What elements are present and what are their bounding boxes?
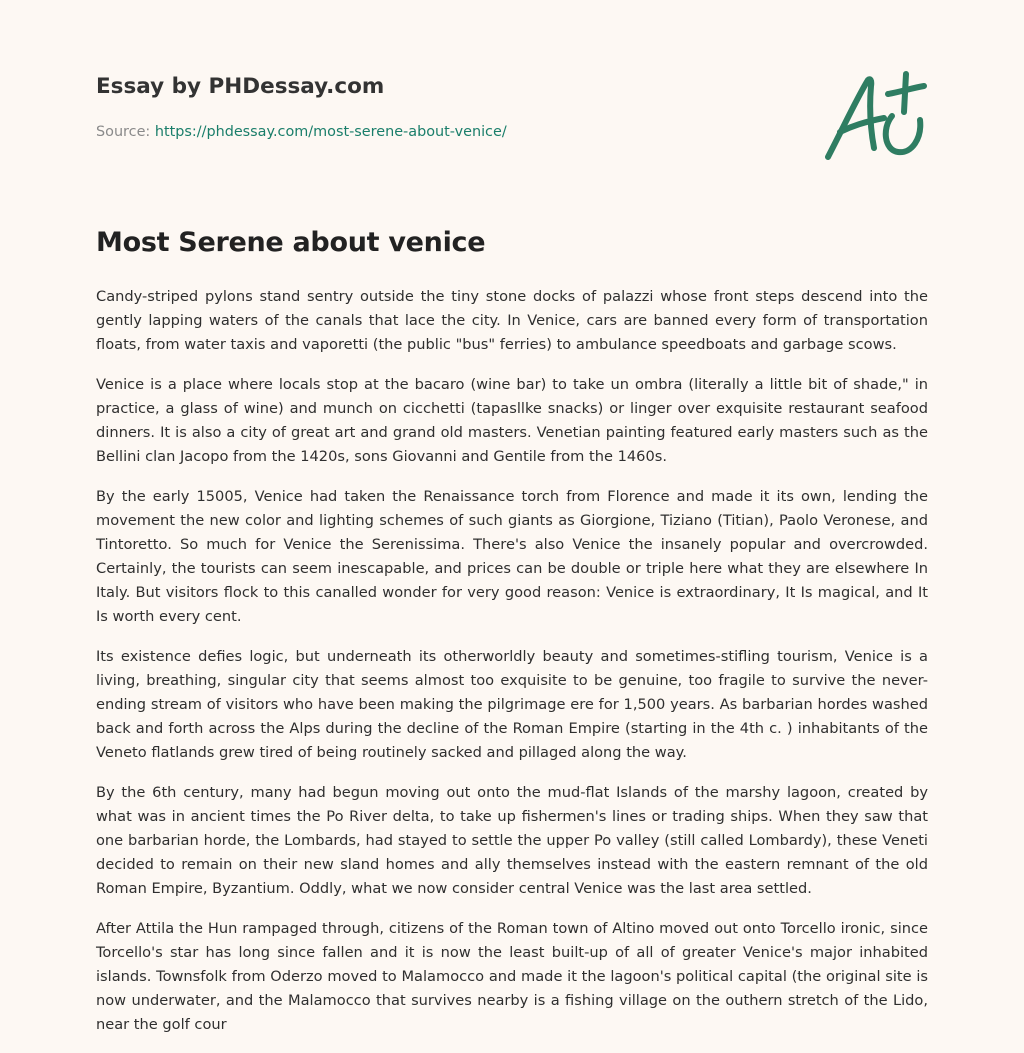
- essay-body: [96, 285, 928, 1053]
- essay-title: Most Serene about venice: [96, 227, 486, 258]
- a-plus-grade-icon: [822, 66, 932, 166]
- site-title: Essay by PHDessay.com: [96, 74, 385, 99]
- essay-paragraph: By the 6th century, many had begun moving out onto the mud-flat Islands of the marshy lagoon, created by what was in ancient times the Po River delta, to take up fishermen's lines or trading ships. When they saw that one barbarian horde, the Lombards, had stayed to settle the upper Po valley (still called Lombardy), these Veneti decided to remain on their new sland homes and ally themselves instead with the eastern remnant of the old Roman Empire, Byzantium. Oddly, what we now consider central Venice was the last area settled.: [96, 784, 928, 897]
- source-label: Source:: [96, 124, 155, 140]
- essay-paragraph: Candy-striped pylons stand sentry outside the tiny stone docks of palazzi whose front steps descend into the gently lapping waters of the canals that lace the city. In Venice, cars are banned every form of transportation floats, from water taxis and vaporetti (the public "bus" ferries) to ambulance speedboats and garbage scows.: [96, 288, 928, 353]
- source-link[interactable]: https://phdessay.com/most-serene-about-venice/: [154, 124, 507, 140]
- essay-paragraph: By the early 15005, Venice had taken the Renaissance torch from Florence and made it its own, lending the movement the new color and lighting schemes of such giants as Giorgione, Tiziano (Titian), Paolo Veronese, and Tintoretto. So much for Venice the Serenissima. There's also Venice the insanely popular and overcrowded. Certainly, the tourists can seem inescapable, and prices can be double or triple here what they are elsewhere In Italy. But visitors flock to this canalled wonder for very good reason: Venice is extraordinary, It Is magical, and It Is worth every cent.: [96, 488, 928, 625]
- source-line: [96, 124, 507, 140]
- essay-paragraph: Its existence defies logic, but underneath its otherworldly beauty and sometimes-stifling tourism, Venice is a living, breathing, singular city that seems almost too exquisite to be genuine, too fragile to survive the never-ending stream of visitors who have been making the pilgrimage ere for 1,500 years. As barbarian hordes washed back and forth across the Alps during the decline of the Roman Empire (starting in the 4th c. ) inhabitants of the Veneto flatlands grew tired of being routinely sacked and pillaged along the way.: [96, 648, 928, 761]
- essay-paragraph: After Attila the Hun rampaged through, citizens of the Roman town of Altino moved out onto Torcello ironic, since Torcello's star has long since fallen and it is now the least built-up of all of greater Venice's major inhabited islands. Townsfolk from Oderzo moved to Malamocco and made it the lagoon's political capital (the original site is now underwater, and the Malamocco that survives nearby is a fishing village on the outhern stretch of the Lido, near the golf cour: [96, 920, 928, 1033]
- essay-paragraph: Venice is a place where locals stop at the bacaro (wine bar) to take un ombra (literally a little bit of shade," in practice, a glass of wine) and munch on cicchetti (tapasllke snacks) or linger over exquisite restaurant seafood dinners. It is also a city of great art and grand old masters. Venetian painting featured early masters such as the Bellini clan Jacopo from the 1420s, sons Giovanni and Gentile from the 1460s.: [96, 376, 928, 465]
